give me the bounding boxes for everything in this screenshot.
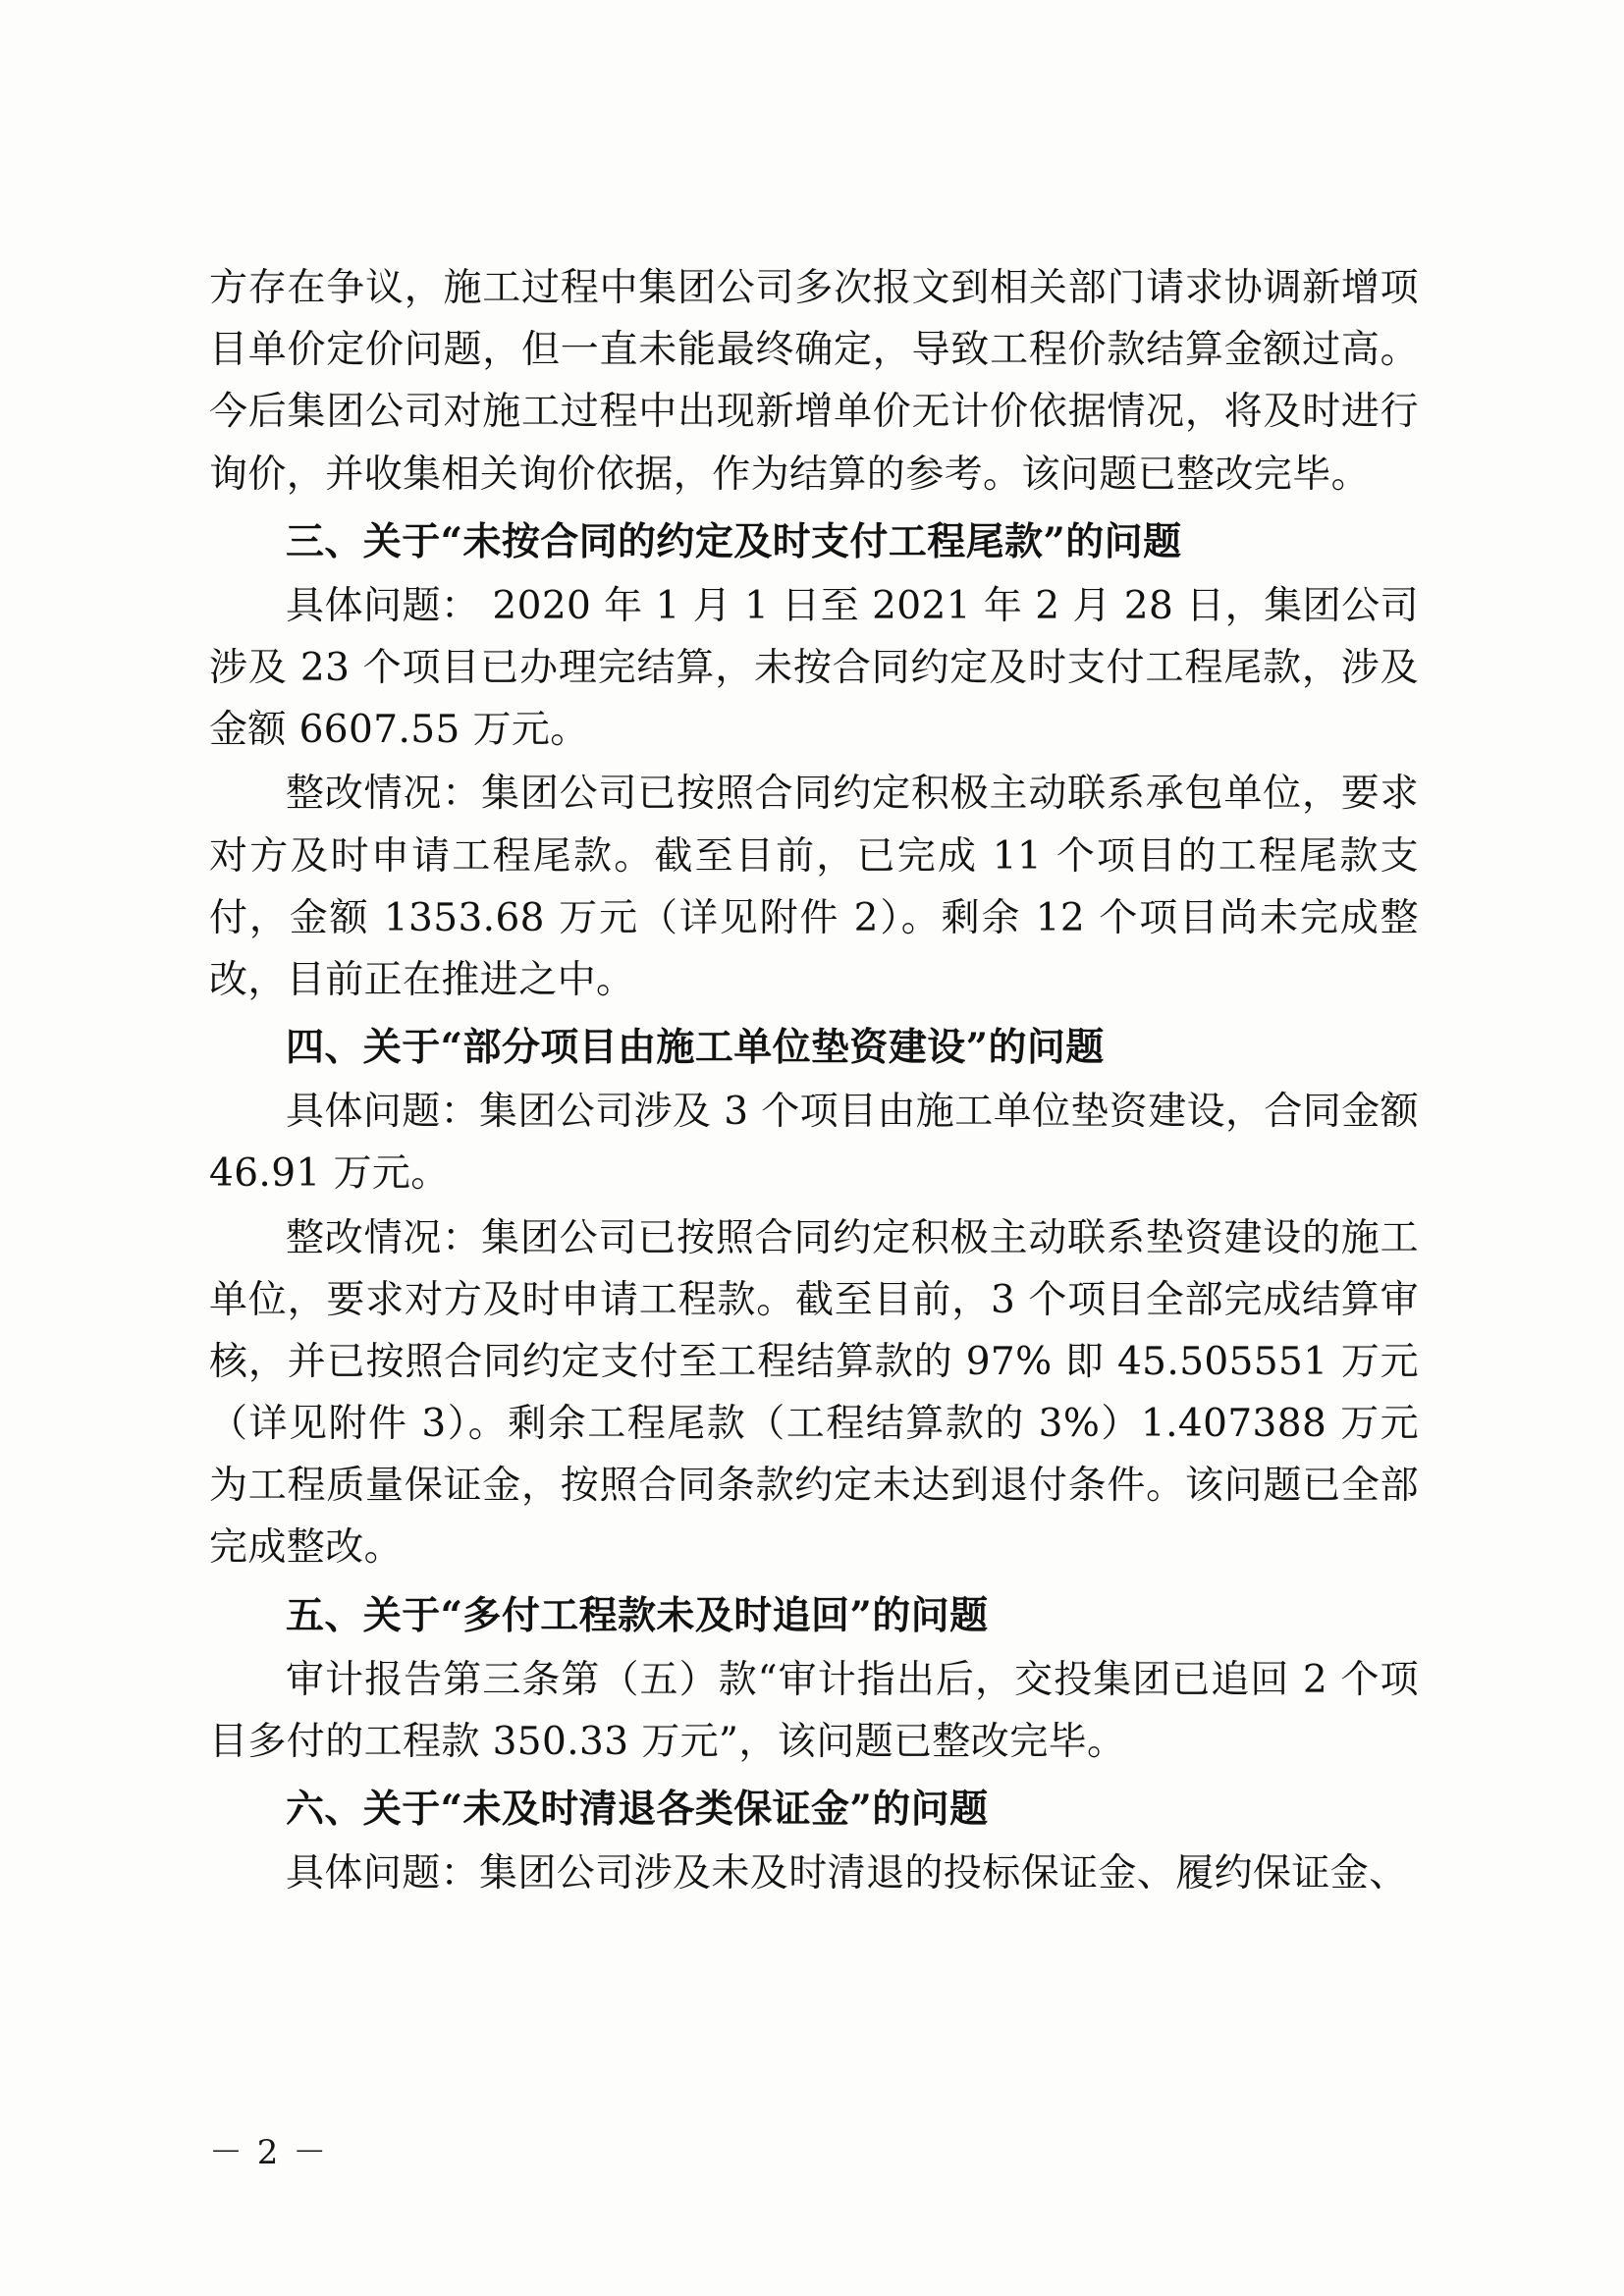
- paragraph: 具体问题： 2020 年 1 月 1 日至 2021 年 2 月 28 日，集团公司涉及 23 个项目已办理完结算，未按合同约定及时支付工程尾款，涉及金额 6607.55 万元。: [209, 583, 1419, 753]
- section-heading-six: 六、关于“未及时清退各类保证金”的问题: [286, 1787, 989, 1833]
- section-heading-four: 四、关于“部分项目由施工单位垫资建设”的问题: [286, 1025, 1105, 1071]
- page-number: － 2 －: [209, 2133, 329, 2172]
- section-heading-three: 三、关于“未按合同的约定及时支付工程尾款”的问题: [286, 518, 1182, 564]
- paragraph: 方存在争议，施工过程中集团公司多次报文到相关部门请求协调新增项目单价定价问题，但一直未能最终确定，导致工程价款结算金额过高。今后集团公司对施工过程中出现新增单价无计价依据情况，将及时进行询价，并收集相关询价依据，作为结算的参考。该问题已整改完毕。: [209, 266, 1419, 497]
- paragraph: 具体问题：集团公司涉及 3 个项目由施工单位垫资建设，合同金额 46.91 万元。: [209, 1090, 1420, 1197]
- paragraph: 整改情况：集团公司已按照合同约定积极主动联系承包单位，要求对方及时申请工程尾款。截至目前，已完成 11 个项目的工程尾款支付，金额 1353.68 万元（详见附件 2）。剩余 12 个项目尚未完成整改，目前正在推进之中。: [209, 772, 1419, 1002]
- paragraph: 整改情况：集团公司已按照合同约定积极主动联系垫资建设的施工单位，要求对方及时申请工程款。截至目前，3 个项目全部完成结算审核，并已按照合同约定支付至工程结算款的 97% 即 45.505551 万元（详见附件 3）。剩余工程尾款（工程结算款的 3%）1.407388 万元为工程质量保证金，按照合同条款约定未达到退付条件。该问题已全部完成整改。: [209, 1215, 1419, 1571]
- paragraph: 审计报告第三条第（五）款“审计指出后，交投集团已追回 2 个项目多付的工程款 350.33 万元”，该问题已整改完毕。: [209, 1657, 1419, 1764]
- document-body: [209, 257, 1419, 1906]
- section-heading-five: 五、关于“多付工程款未及时追回”的问题: [286, 1592, 989, 1638]
- paragraph: 具体问题：集团公司涉及未及时清退的投标保证金、履约保证金、: [286, 1851, 1408, 1896]
